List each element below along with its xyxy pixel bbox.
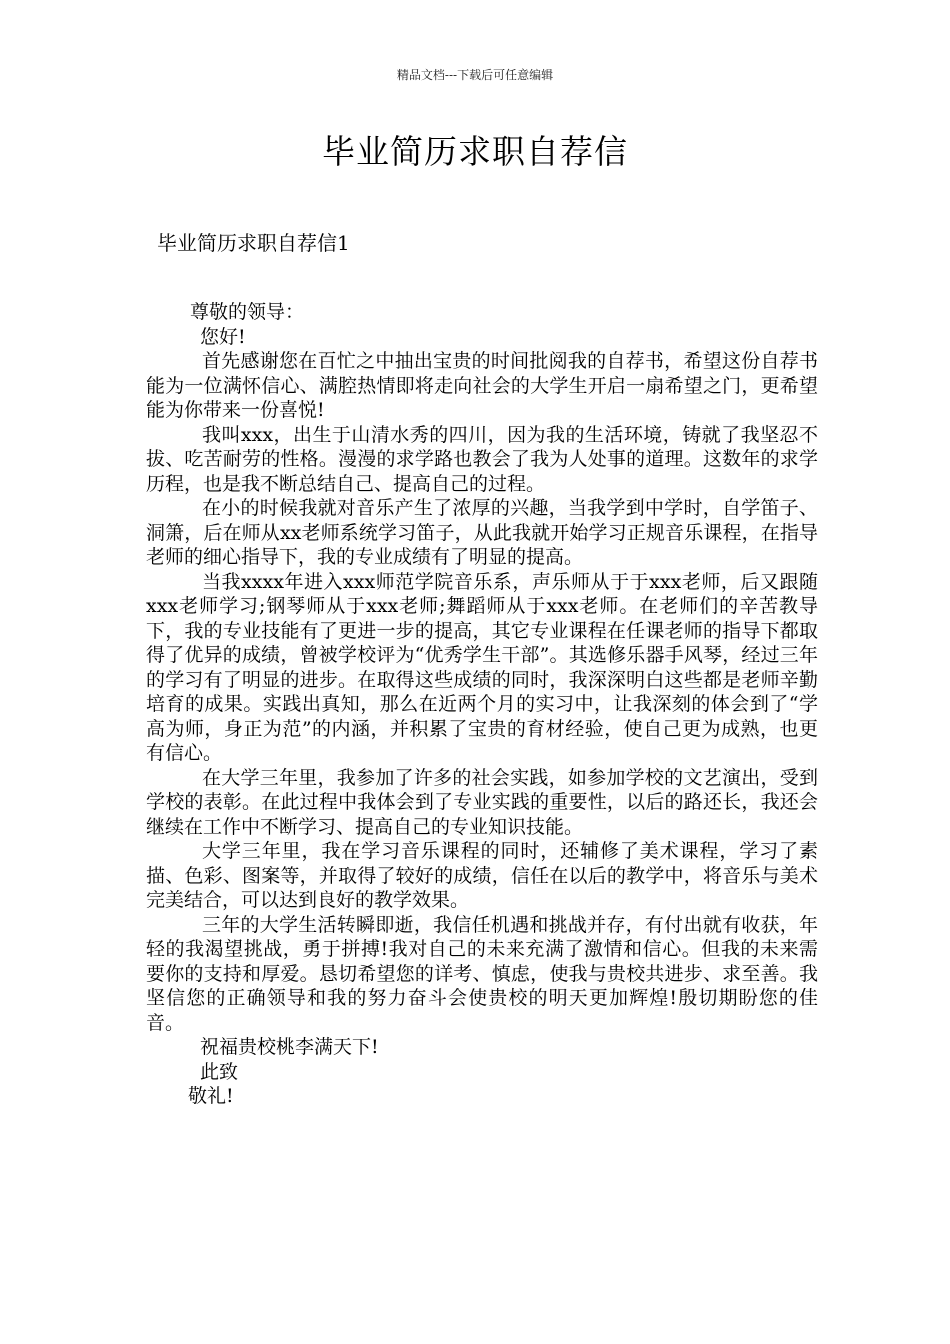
section-heading: 毕业简历求职自荐信1 (157, 231, 350, 255)
letter-body (146, 300, 818, 1109)
letter-paragraph-5: 在大学三年里，我参加了许多的社会实践，如参加学校的文艺演出，受到学校的表彰。在此过程中我体会到了专业实践的重要性，以后的路还长，我还会继续在工作中不断学习、提高自己的专业知识技能。 (146, 766, 818, 838)
letter-salutation: 尊敬的领导： (190, 301, 305, 323)
letter-greeting: 您好! (200, 325, 246, 348)
letter-paragraph-3: 在小的时候我就对音乐产生了浓厚的兴趣，当我学到中学时，自学笛子、洞箫，后在师从xx老师系统学习笛子，从此我就开始学习正规音乐课程，在指导老师的细心指导下，我的专业成绩有了明显的提高。 (146, 497, 818, 568)
page-header-note: 精品文档---下载后可任意编辑 (396, 68, 554, 82)
letter-paragraph-7: 三年的大学生活转瞬即逝，我信任机遇和挑战并存，有付出就有收获，年轻的我渴望挑战，勇于拼搏!我对自己的未来充满了激情和信心。但我的未来需要你的支持和厚爱。恳切希望您的详考、慎虑，使我与贵校共进步、求至善。我坚信您的正确领导和我的努力奋斗会使贵校的明天更加辉煌!殷切期盼您的佳音。 (146, 913, 818, 1034)
letter-closing-wish: 祝福贵校桃李满天下! (200, 1036, 379, 1058)
document-title: 毕业简历求职自荐信 (322, 132, 628, 171)
letter-closing-li: 敬礼! (188, 1085, 234, 1107)
letter-paragraph-2: 我叫xxx，出生于山清水秀的四川，因为我的生活环境，铸就了我坚忍不拔、吃苦耐劳的性格。漫漫的求学路也教会了我为人处事的道理。这数年的求学历程，也是我不断总结自己、提高自己的过程。 (146, 423, 818, 495)
letter-paragraph-6: 大学三年里，我在学习音乐课程的同时，还辅修了美术课程，学习了素描、色彩、图案等，并取得了较好的成绩，信任在以后的教学中，将音乐与美术完美结合，可以达到良好的教学效果。 (146, 840, 818, 911)
letter-closing-zhi: 此致 (200, 1060, 239, 1083)
letter-paragraph-4: 当我xxxx年进入xxx师范学院音乐系，声乐师从于于xxx老师，后又跟随xxx老师学习;钢琴师从于xxx老师;舞蹈师从于xxx老师。在老师们的辛苦教导下，我的专业技能有了更进一步的提高，其它专业课程在任课老师的指导下都取得了优异的成绩，曾被学校评为“优秀学生干部”。其选修乐器手风琴，经过三年的学习有了明显的进步。在取得这些成绩的同时，我深深明白这些都是老师辛勤培育的成果。实践出真知，那么在近两个月的实习中，让我深刻的体会到了“学高为师，身正为范”的内涵，并积累了宝贵的育材经验，使自己更为成熟，也更有信心。 (146, 570, 818, 764)
letter-paragraph-1: 首先感谢您在百忙之中抽出宝贵的时间批阅我的自荐书，希望这份自荐书能为一位满怀信心、满腔热情即将走向社会的大学生开启一扇希望之门，更希望能为你带来一份喜悦! (146, 350, 818, 421)
